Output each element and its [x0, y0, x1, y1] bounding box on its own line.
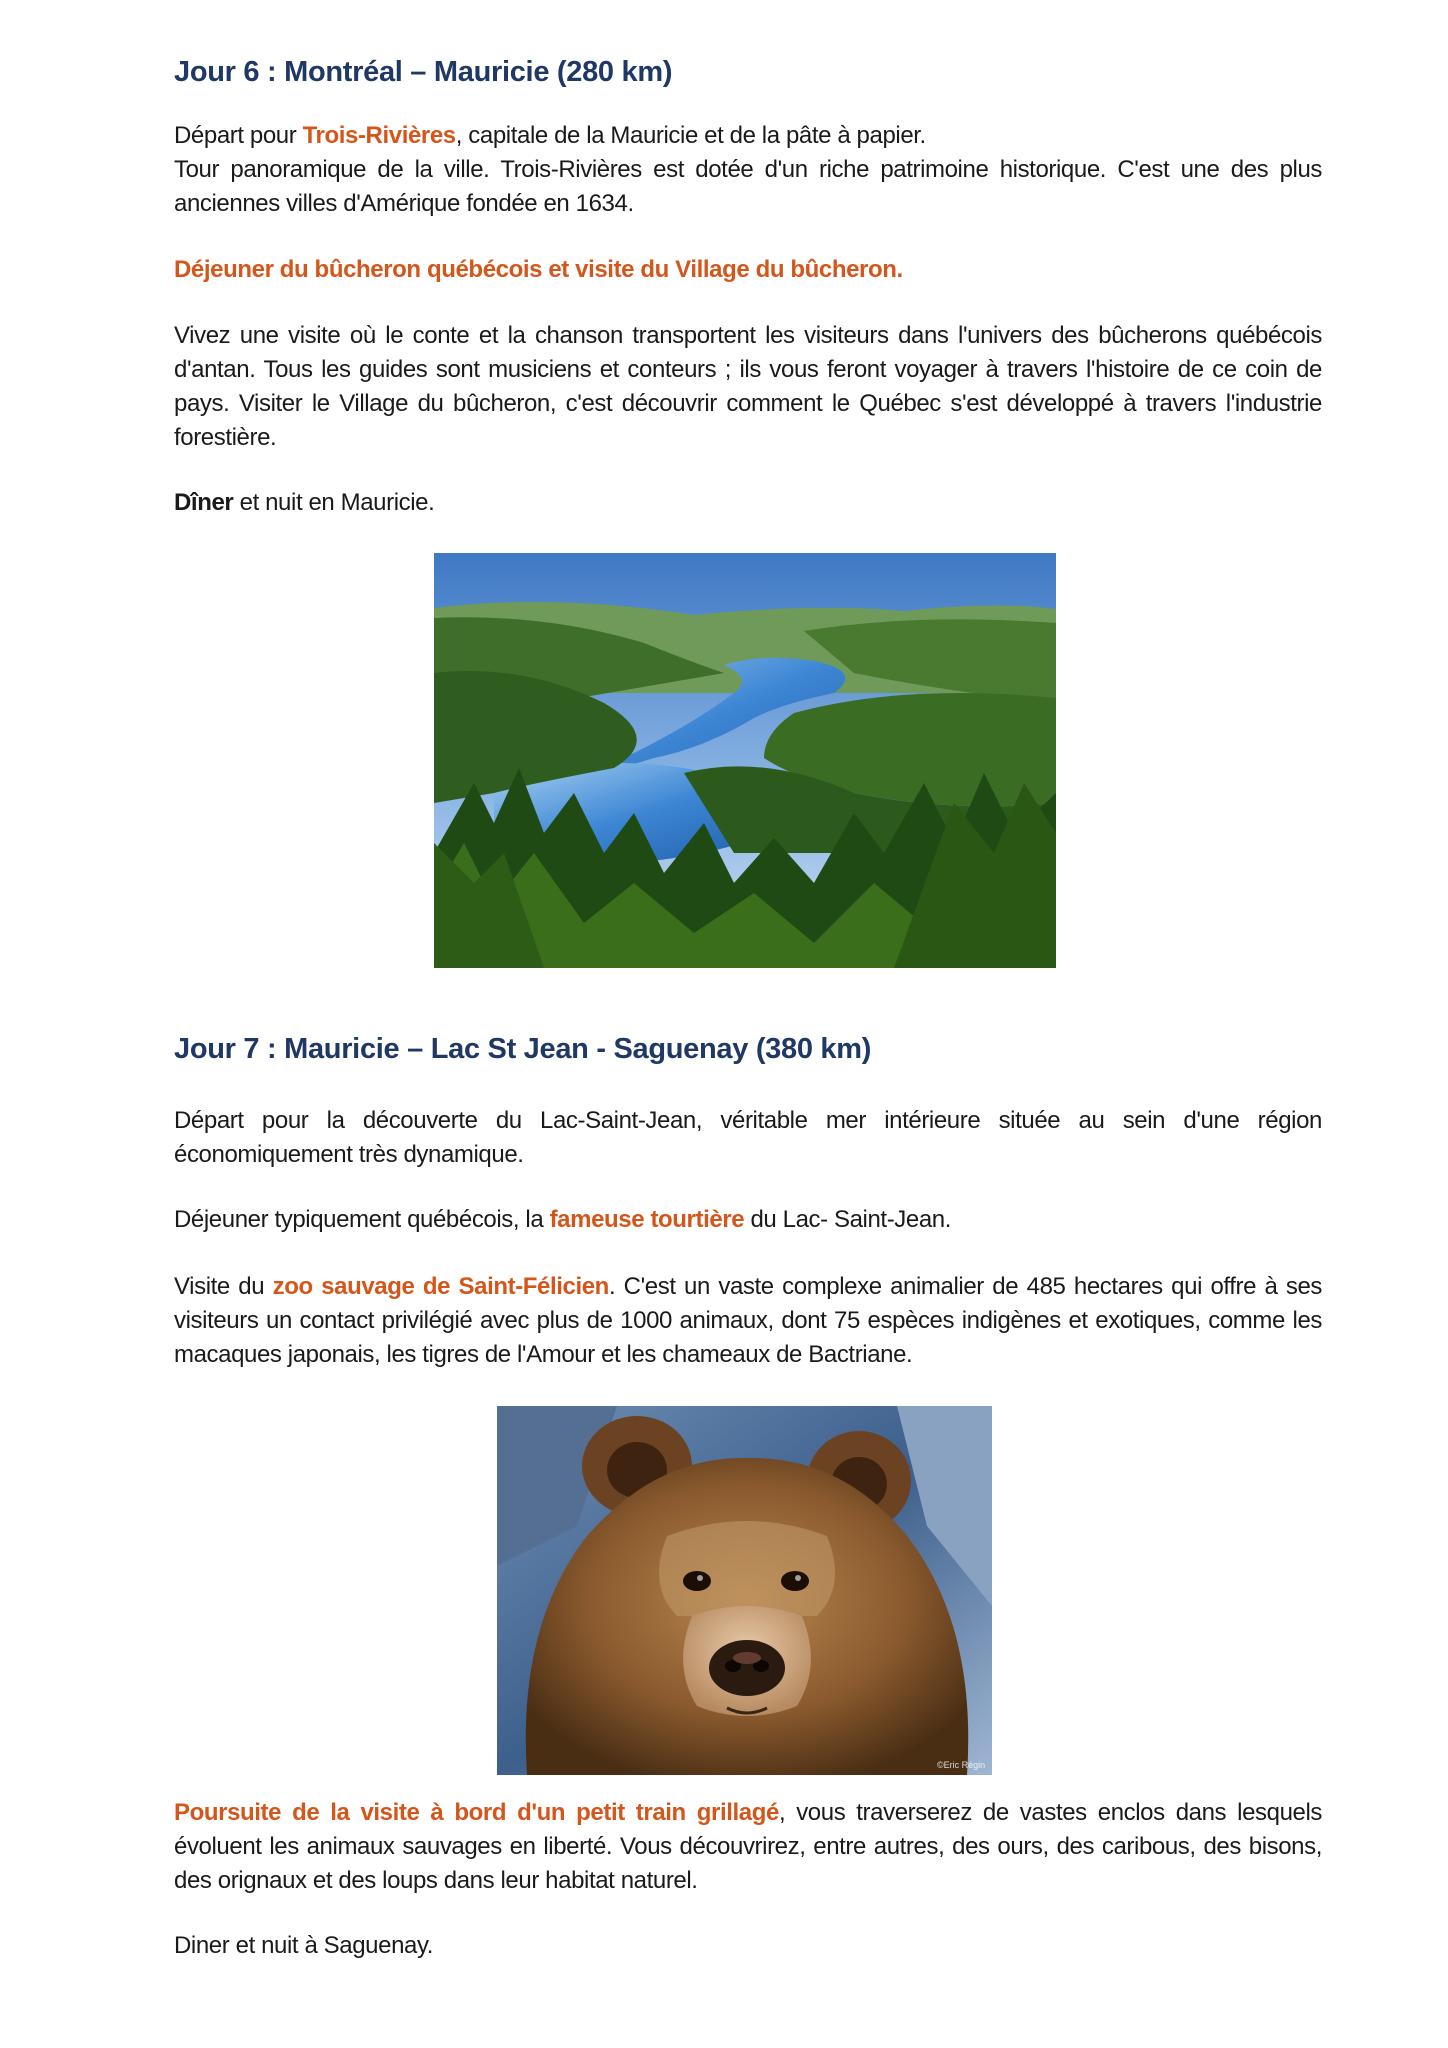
day6-title: Jour 6 : Montréal – Mauricie (280 km): [174, 56, 673, 88]
day7-lunch: [174, 1203, 1322, 1237]
tourtiere-highlight: fameuse tourtière: [549, 1206, 745, 1233]
lake-forest-photo: [434, 553, 1056, 968]
day6-dinner-rest: et nuit en Mauricie.: [233, 489, 435, 516]
day7-dinner: Diner et nuit à Saguenay.: [174, 1932, 434, 1959]
day6-intro-post: , capitale de la Mauricie et de la pâte à papier.: [455, 122, 926, 149]
day6-lunch-highlight: Déjeuner du bûcheron québécois et visite du Village du bûcheron.: [174, 256, 903, 283]
trois-rivieres-highlight: Trois-Rivières: [302, 122, 456, 149]
day7-lunch-pre: Déjeuner typiquement québécois, la: [174, 1206, 550, 1233]
day7-zoo-pre: Visite du: [174, 1273, 273, 1300]
day6-dinner: [174, 486, 1322, 520]
train-highlight: Poursuite de la visite à bord d'un petit train grillagé: [174, 1799, 779, 1826]
day7-lunch-post: du Lac- Saint-Jean.: [744, 1206, 951, 1233]
day7-train-post: , vous traverserez de vastes enclos dans lesquels évoluent les animaux sauvages en liberté. Vous découvrirez, entre autres, des ours, des caribous, des bisons, des orignaux et des loups dans leur habitat naturel.: [174, 1799, 1322, 1894]
day6-dinner-bold: Dîner: [174, 489, 234, 516]
day6-visit-paragraph: Vivez une visite où le conte et la chanson transportent les visiteurs dans l'univers des bûcherons québécois d'antan. Tous les guides sont musiciens et conteurs ; ils vous feront voyager à travers l'histoire de ce coin de pays. Visiter le Village du bûcheron, c'est découvrir comment le Québec s'est développé à travers l'industrie forestière.: [174, 322, 1322, 451]
day7-zoo-paragraph: [174, 1270, 1322, 1372]
day6-intro-pre: Départ pour: [174, 122, 303, 149]
day7-intro: Départ pour la découverte du Lac-Saint-Jean, véritable mer intérieure située au sein d'une région économiquement très dynamique.: [174, 1107, 1322, 1168]
grizzly-bear-photo: [497, 1406, 992, 1775]
day7-train-paragraph: [174, 1796, 1322, 1898]
day6-tour-paragraph: Tour panoramique de la ville. Trois-Rivières est dotée d'un riche patrimoine historique. C'est une des plus anciennes villes d'Amérique fondée en 1634.: [174, 156, 1322, 217]
day7-zoo-post: . C'est un vaste complexe animalier de 485 hectares qui offre à ses visiteurs un contact privilégié avec plus de 1000 animaux, dont 75 espèces indigènes et exotiques, comme les macaques japonais, les tigres de l'Amour et les chameaux de Bactriane.: [174, 1273, 1322, 1368]
day6-intro: [174, 119, 1322, 153]
zoo-highlight: zoo sauvage de Saint-Félicien: [272, 1273, 609, 1300]
day7-title: Jour 7 : Mauricie – Lac St Jean - Saguenay (380 km): [174, 1033, 872, 1065]
photo-watermark: ©Eric Régin: [937, 1760, 986, 1770]
